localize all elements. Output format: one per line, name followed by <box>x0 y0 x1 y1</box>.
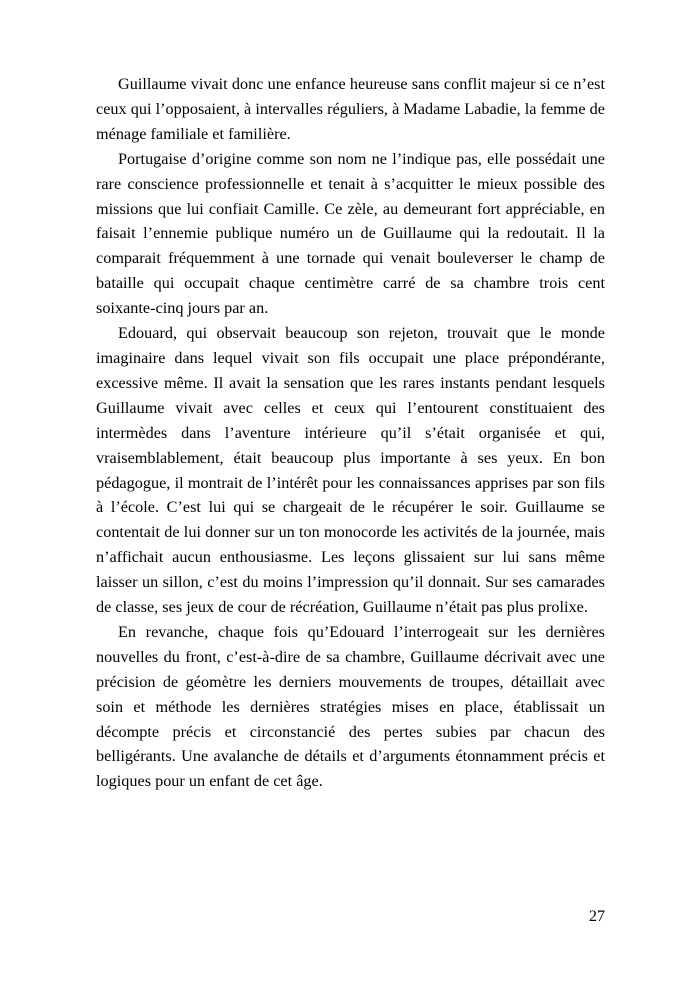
page-number: 27 <box>588 907 605 925</box>
paragraph-3: Edouard, qui observait beaucoup son rejeton, trouvait que le monde imaginaire dans lequel vivait son fils occupait une place prépondérante, excessive même. Il avait la sensation que les rares instants pendant lesquels Guillaume vivait avec celles et ceux qui l’entourent constituaient des intermèdes dans l’aventure intérieure qu’il s’était organisée et qui, vraisemblablement, était beaucoup plus importante à ses yeux. En bon pédagogue, il montrait de l’intérêt pour les connaissances apprises par son fils à l’école. C’est lui qui se chargeait de le récupérer le soir. Guillaume se contentait de lui donner sur un ton monocorde les activités de la journée, mais n’affichait aucun enthousiasme. Les leçons glissaient sur lui sans même laisser un sillon, c’est du moins l’impression qu’il donnait. Sur ses camarades de classe, ses jeux de cour de récréation, Guillaume n’était pas plus prolixe. <box>96 324 605 617</box>
paragraph-1: Guillaume vivait donc une enfance heureuse sans conflit majeur si ce n’est ceux qui l’opposaient, à intervalles réguliers, à Madame Labadie, la femme de ménage familiale et familière. <box>96 75 605 143</box>
body-text-column <box>96 72 605 794</box>
paragraph-4: En revanche, chaque fois qu’Edouard l’interrogeait sur les dernières nouvelles du front, c’est-à-dire de sa chambre, Guillaume décrivait avec une précision de géomètre les derniers mouvements de troupes, détaillait avec soin et méthode les dernières stratégies mises en place, établissait un décompte précis et circonstancié des pertes subies par chacun des belligérants. Une avalanche de détails et d’arguments étonnamment précis et logiques pour un enfant de cet âge. <box>96 622 605 791</box>
paragraph-2: Portugaise d’origine comme son nom ne l’indique pas, elle possédait une rare conscience professionnelle et tenait à s’acquitter le mieux possible des missions que lui confiait Camille. Ce zèle, au demeurant fort appréciable, en faisait l’ennemie publique numéro un de Guillaume qui la redoutait. Il la comparait fréquemment à une tornade qui venait bouleverser le champ de bataille qui occupait chaque centimètre carré de sa chambre trois cent soixante-cinq jours par an. <box>96 149 605 318</box>
